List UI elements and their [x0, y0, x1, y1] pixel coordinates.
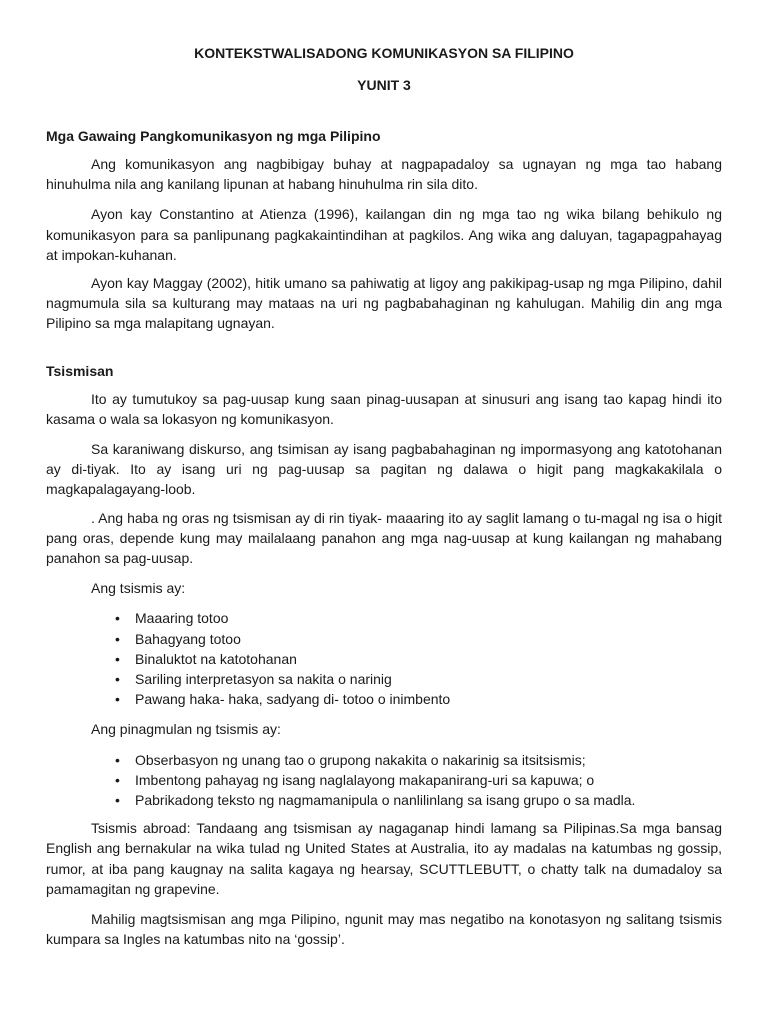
paragraph: Mahilig magtsismisan ang mga Pilipino, ngunit may mas negatibo na konotasyon ng salitang tsismis kumpara sa Ingles na katumbas nito na ‘gossip’.	[46, 911, 722, 948]
list-item: • Imbentong pahayag ng isang naglalayong makapanirang-uri sa kapuwa; o	[135, 770, 722, 790]
paragraph: Ito ay tumutukoy sa pag-uusap kung saan pinag-uusapan at sinusuri ang isang tao kapag hindi ito kasama o wala sa lokasyon ng komunikasyon.	[46, 390, 722, 427]
list-item: • Pabrikadong teksto ng nagmamanipula o nanlilinlang sa isang grupo o sa madla.	[135, 790, 722, 810]
list-item: • Sariling interpretasyon sa nakita o narinig	[135, 669, 722, 689]
document-title: KONTEKSTWALISADONG KOMUNIKASYON SA FILIPINO	[194, 45, 574, 61]
list-item: • Maaaring totoo	[135, 608, 722, 628]
list-item: • Binaluktot na katotohanan	[135, 649, 722, 669]
paragraph: Tsismis abroad: Tandaang ang tsismisan ay nagaganap hindi lamang sa Pilipinas.Sa mga bansag English ang bernakular na wika tulad ng United States at Australia, ito ay madalas na katumbas ng gossip, rumor, at iba pang kaugnay na salita kagaya ng hearsay, SCUTTLEBUTT, o chatty talk na dumadaloy sa pamamagitan ng grapevine.	[46, 820, 722, 897]
list-intro: Ang pinagmulan ng tsismis ay:	[91, 721, 281, 738]
paragraph: Ayon kay Maggay (2002), hitik umano sa pahiwatig at ligoy ang pakikipag-usap ng mga Pilipino, dahil nagmumula sila sa kulturang may mataas na uri ng pagbabahaginan ng kahulugan. Mahilig din ang mga Pilipino sa mga malapitang ugnayan.	[46, 275, 722, 332]
list-intro: Ang tsismis ay:	[91, 580, 186, 597]
section-heading-gawain: Mga Gawaing Pangkomunikasyon ng mga Pilipino	[46, 128, 381, 144]
paragraph: . Ang haba ng oras ng tsismisan ay di rin tiyak- maaaring ito ay saglit lamang o tu-magal ng isa o higit pang oras, depende kung may mailalaang panahon ang mga nag-uusap at kung kailangan ng mahabang panahon sa pag-uusap.	[46, 509, 722, 567]
paragraph: Ayon kay Constantino at Atienza (1996), kailangan din ng mga tao ng wika bilang behikulo ng komunikasyon para sa panlipunang pagkakaintindihan at pagkilos. Ang wika ang daluyan, tagapagpahayag at impokan-kuhanan.	[46, 206, 722, 263]
paragraph: Sa karaniwang diskurso, ang tsimisan ay isang pagbabahaginan ng impormasyong ang katotohanan ay di-tiyak. Ito ay isang uri ng pag-uusap sa pagitan ng dalawa o higit pang magkakakilala o magkapalagayang-loob.	[46, 441, 722, 498]
list-item: • Pawang haka- haka, sadyang di- totoo o inimbento	[135, 689, 722, 709]
document-subtitle: YUNIT 3	[357, 77, 411, 93]
bullet-list-pinagmulan	[46, 750, 722, 811]
paragraph: Ang komunikasyon ang nagbibigay buhay at nagpapadaloy sa ugnayan ng mga tao habang hinuhulma nila ang kanilang lipunan at habang hinuhulma rin sila dito.	[46, 156, 722, 193]
bullet-list-tsismis	[46, 608, 722, 709]
section-heading-tsismisan: Tsismisan	[46, 362, 114, 379]
list-item: • Bahagyang totoo	[135, 629, 722, 649]
list-item: • Obserbasyon ng unang tao o grupong nakakita o nakarinig sa itsitsismis;	[135, 750, 722, 770]
